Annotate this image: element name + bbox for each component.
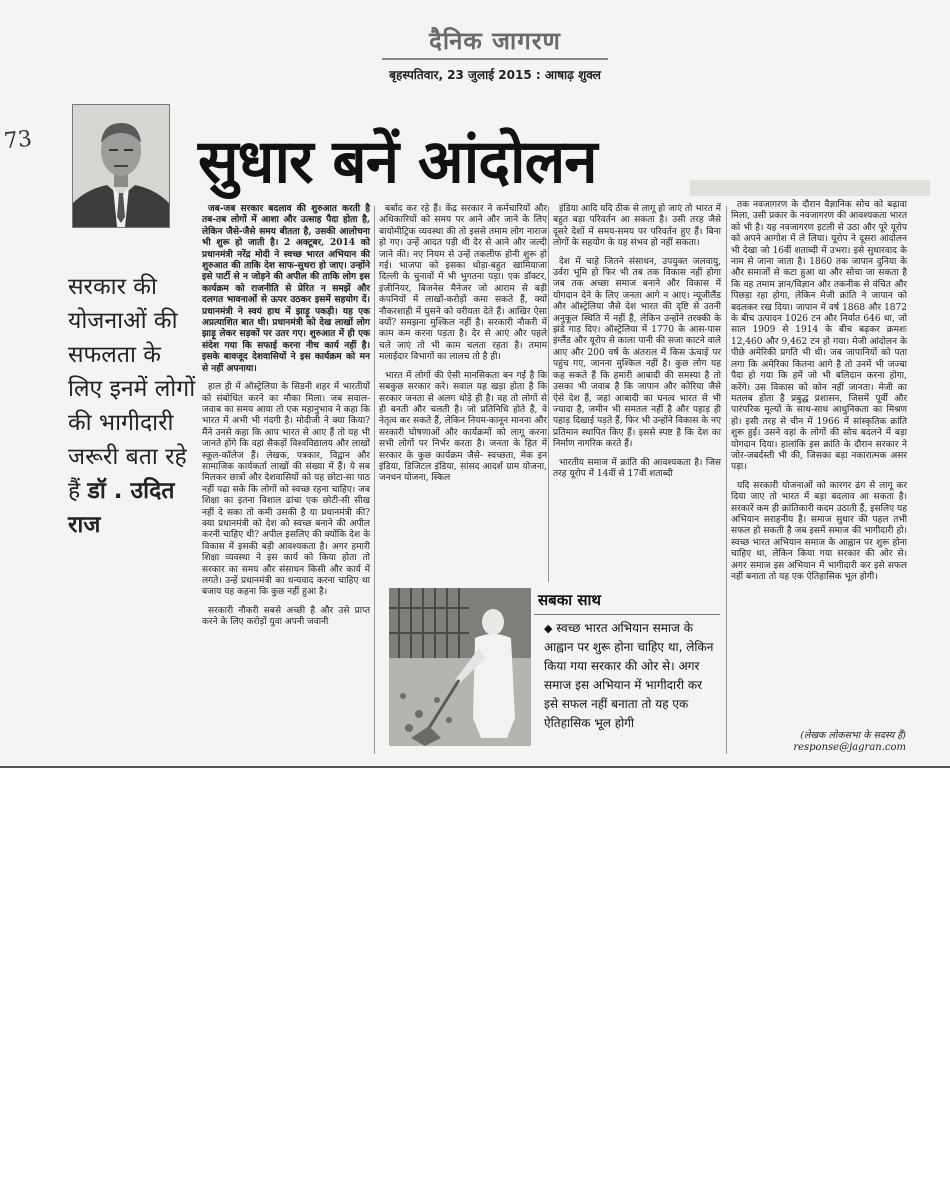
paragraph: तक नवजागरण के दौरान वैज्ञानिक सोच को बढ़ावा मिला, उसी प्रकार के नवजागरण की आवश्यकता भारत को भी है। यह नवजागरण इटली से उठा और पूरे यूरोप को अपने आगोश में ले लिया। यूरोप ने दूसरा आंदोलन भी देखा जो 16वीं शताब्दी में उभरा। इसे सुधारवाद के नाम से जाना जाता है। 1860 तक जापान दुनिया के और समाजों से कटा हुआ था और सोचा जा सकता है कि वह तमाम ज्ञान/विज्ञान और तकनीक से वंचित और पिछड़ा रहा होगा, लेकिन मेजी क्रांति ने जापान को बदलकर रख दिया। जापान में वर्ष 1868 और 1872 के बीच उत्पादन 1026 टन और निर्यात 646 था, जो साल 1909 से 1914 के बीच बढ़कर क्रमशः 12,460 और 9,462 टन हो गया। मेजी आंदोलन के पीछे अमेरिकी प्रगति भी थी। जब जापानियों को पता लगा कि अमेरिका कितना आगे है तो उनमें भी जज्बा पैदा हो गया कि हमें जो भी बलिदान करना होगा, करेंगे। उस विकास को कोन नहीं जानता। मेजी का मतलब होता है प्रबुद्ध प्रशासन, जिसमें पूर्वी और पारंपरिक मूल्यों के साथ-साथ आधुनिकता का मिश्रण हो। इसी तरह से चीन में 1966 में सांस्कृतिक क्रांति शुरू हुई। उसने वहां के लोगों की सोच बदलने में बड़ा योगदान दिया। हालांकि इस क्रांति के दौरान सरकार ने जोर-जबर्दस्ती भी की, जिसका बड़ा नकारात्मक असर पड़ा। [731, 200, 907, 473]
paragraph: जब-जब सरकार बदलाव की शुरुआत करती है तब-तब लोगों में आशा और उत्साह पैदा होता है, लेकिन जैसे-जैसे समय बीतता है, उसकी आलोचना भी शुरू हो जाती है। 2 अक्टूबर, 2014 को प्रधानमंत्री नरेंद्र मोदी ने स्वच्छ भारत अभियान की शुरुआत की ताकि देश साफ-सुथरा हो जाए। उन्होंने इसे पार्टी से न जोड़ने की अपील की ताकि लोग इस कार्यक्रम को राजनीति से प्रेरित न समझें और दलगत भावनाओं से ऊपर उठकर इसमें सहयोग दें। प्रधानमंत्री ने स्वयं हाथ में झाड़ू पकड़ी। यह एक अप्रत्याशित बात थी। प्रधानमंत्री को देख लाखों लोग झाड़ू लेकर सड़कों पर उतर गए। शुरुआत में ही एक संदेश गया कि सफाई करना नीच कार्य नहीं है। इसके बावजूद देशवासियों ने इस कार्यक्रम को मन से नहीं अपनाया। [202, 204, 370, 374]
column-rule [726, 206, 727, 754]
paragraph: हाल ही में ऑस्ट्रेलिया के सिडनी शहर में भारतीयों को संबोधित करने का मौका मिला। जब सवाल-जवाब का समय आया तो एक महानुभाव ने कहा कि भारत में अभी भी गंदगी है। मोदीजी ने क्या किया? मैंने उनसे कहा कि आप भारत से आए हैं तो यह भी जानते होंगे कि वहां सैकड़ों विश्वविद्यालय और लाखों स्कूल-कॉलेज हैं। लेखक, पत्रकार, विद्वान और सामाजिक कार्यकर्ता लाखों की संख्या में हैं। ये सब मिलकर छात्रों और देशवासियों को यह छोटा-सा पाठ नहीं पढ़ा सके कि लोगों को स्वच्छ रहना चाहिए। जब शिक्षा का इतना विशाल ढांचा एक छोटी-सी सीख नहीं दे सका तो कमी उसकी है या प्रधानमंत्री की? क्या प्रधानमंत्री को देश को स्वच्छ बनाने की अपील करनी चाहिए थी? अपील इसलिए की क्योंकि देश के विकास में इसकी बड़ी आवश्यकता है। अगर हमारी शिक्षा व्यवस्था ने इस कार्य को किया होता तो सरकार का समय और संसाधन किसी और कार्य में लगते। उन्हें प्रधानमंत्री का धन्यवाद करना चाहिए था बजाय यह कहना कि कुछ नहीं हुआ है। [202, 382, 370, 598]
author-portrait-icon [73, 105, 169, 227]
paragraph: यदि सरकारी योजनाओं को कारगर ढंग से लागू कर दिया जाए तो भारत में बड़ा बदलाव आ सकता है। सरकारें कम ही क्रांतिकारी कदम उठाती हैं, इसलिए यह अभियान सराहनीय है। समाज सुधार की पहल तभी सफल हो सकती है जब इसमें समाज की भागीदारी हो। स्वच्छ भारत अभियान समाज के आह्वान पर शुरू होना चाहिए था, लेकिन किया गया सरकार की ओर से। अगर समाज इस अभियान में भागीदारी कर इसे सफल नहीं बनाता तो यह एक ऐतिहासिक भूल होगी। [731, 480, 907, 582]
column-rule [548, 206, 549, 582]
newspaper-name: दैनिक जागरण [382, 24, 608, 60]
bleed-through-band [690, 180, 930, 196]
paragraph: देश में चाहे जितने संसाधन, उपयुक्त जलवायु, उर्वरा भूमि हो फिर भी तब तक विकास नहीं होगा जब तक अच्छा समाज बनाने और विकास में योगदान देने के लिए जनता आगे न आए। न्यूजीलैंड और ऑस्ट्रेलिया जैसे देश भारत की दृष्टि से उतनी अनुकूल स्थिति में नहीं हैं, लेकिन उन्होंने तरक्की के झंडे गाड़ दिए। ऑस्ट्रेलिया में 1770 के आस-पास इंग्लैंड और यूरोप से काला पानी की सजा काटने वाले आए और 200 वर्ष के अंतराल में किस ऊंचाई पर पहुंच गए, जानना मुश्किल नहीं है। कुछ लोग यह कह सकते हैं कि हमारी आबादी की समस्या है तो उसका भी जवाब है कि जापान और कोरिया जैसे ऐसे देश हैं, जहां आबादी का घनत्व भारत से भी ज्यादा है, जमीन भी समतल नहीं है और पहाड़ ही पहाड़ दिखाई पड़ते हैं, फिर भी उन्होंने विकास के नए प्रतिमान स्थापित किए हैं। इससे स्पष्ट है कि देश का निर्माण नागरिक करते हैं। [553, 256, 721, 450]
handwritten-page-number: 73 [2, 126, 34, 155]
paragraph: भारत में लोगों की ऐसी मानसिकता बन गई है कि सबकुछ सरकार करे। सवाल यह खड़ा होता है कि सरकार जनता से अलग थोड़े ही है। वह तो लोगों से ही बनती और चलती है। जो प्रतिनिधि होते हैं, वे नेतृत्व कर सकते हैं, लेकिन नियम-कानून मानना और सरकारी घोषणाओं और कार्यक्रमों को लागू करना सभी लोगों पर निर्भर करता है। जनता के हित में सरकार के कुछ कार्यक्रम जैसे- स्वच्छता, मेक इन इंडिया, डिजिटल इंडिया, सांसद आदर्श ग्राम योजना, जनधन योजना, स्किल [379, 370, 547, 484]
paragraph: बर्बाद कर रहे हैं। केंद्र सरकार ने कर्मचारियों और अधिकारियों को समय पर आने और जाने के लिए बायोमीट्रिक व्यवस्था की तो इससे तमाम लोग नाराज हो गए। उन्हें आदत पड़ी थी देर से आने और जल्दी जाने की। नए नियम से उन्हें तकलीफ होनी शुरू हो गई। भाजपा को इसका थोड़ा-बहुत खामियाजा दिल्ली के चुनावों में भी भुगतना पड़ा। एक डॉक्टर, इंजीनियर, बिजनेस मैनेजर जो आराम से बड़ी कंपनियों में लाखों-करोड़ों कमा सकते हैं, क्यों नौकरशाही में घुसने को वरीयता देते हैं। आखिर ऐसा क्यों? समझना मुश्किल नहीं है। सरकारी नौकरी में काम कम करना पड़ता है। देर से आएं और पहले चले जाएं तो भी काम चलता रहता है। तमाम मलाईदार विभागों का लालच तो है ही। [379, 204, 547, 363]
clipping-bottom-edge [0, 766, 950, 768]
response-email: response@jagran.com [793, 742, 906, 753]
article-column-1 [202, 204, 370, 760]
pull-quote-text-block [534, 615, 720, 733]
headline: सुधार बनें आंदोलन [198, 127, 597, 197]
article-column-3 [553, 204, 721, 584]
deck-text: सरकार की योजनाओं की सफलता के लिए इनमें लोगों की भागीदारी जरूरी बता रहे हैं [68, 274, 196, 504]
author-credit: (लेखक लोकसभा के सदस्य हैं) [800, 730, 906, 741]
date-line: बृहस्पतिवार, 23 जुलाई 2015 : आषाढ़ शुक्ल [389, 68, 601, 82]
column-rule [374, 206, 375, 754]
diamond-bullet-icon: ◆ [544, 622, 553, 635]
pull-quote-title: सबका साथ [534, 588, 720, 615]
author-photo [72, 104, 170, 228]
paragraph: इंडिया आदि यदि ठीक से लागू हो जाएं तो भारत में बहुत बड़ा परिवर्तन आ सकता है। उसी तरह जैसे दूसरे देशों में समय-समय पर परिवर्तन हुए हैं। बिना लोगों के सहयोग के यह संभव हो नहीं सकता। [553, 204, 721, 249]
paragraph: सरकारी नौकरी सबसे अच्छी है और उसे प्राप्त करने के लिए करोड़ों युवा अपनी जवानी [202, 605, 370, 628]
pull-quote-box [534, 588, 720, 750]
pull-quote-text: स्वच्छ भारत अभियान समाज के आह्वान पर शुरू होना चाहिए था, लेकिन किया गया सरकार की ओर से। अगर समाज इस अभियान में भागीदारी कर इसे सफल नहीं बनाता तो यह एक ऐतिहासिक भूल होगी [544, 621, 714, 730]
author-name: डॉ . उदित राज [68, 478, 175, 538]
paragraph: भारतीय समाज में क्रांति की आवश्यकता है। जिस तरह यूरोप में 14वीं से 17वीं शताब्दी [553, 457, 721, 479]
article-column-2 [379, 204, 547, 584]
sweeping-scene-icon [389, 588, 531, 746]
deck [68, 270, 198, 542]
sweeping-photo [389, 588, 531, 746]
masthead [382, 24, 608, 83]
article-column-4 [731, 200, 907, 738]
